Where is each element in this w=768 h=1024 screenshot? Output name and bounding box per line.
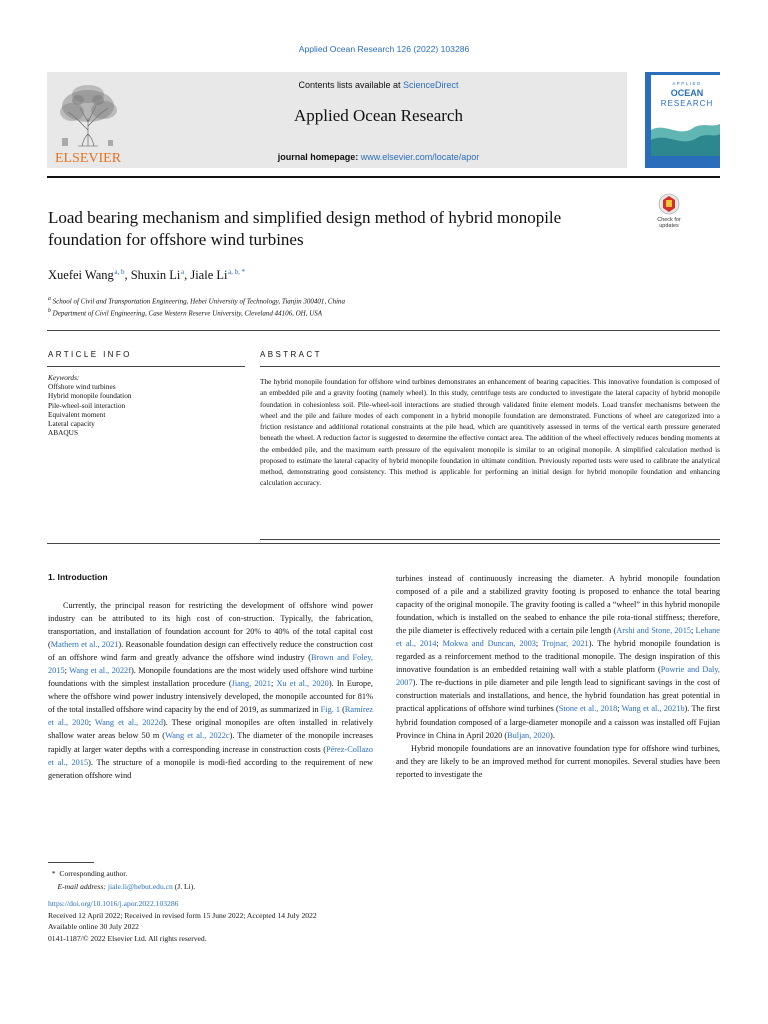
keywords-label: Keywords: xyxy=(48,373,80,382)
affiliation-mark: b xyxy=(48,308,51,314)
homepage-link[interactable]: www.elsevier.com/locate/apor xyxy=(360,152,480,162)
article-title: Load bearing mechanism and simplified design method of hybrid monopile foundation for offshore wind turbines xyxy=(48,208,562,249)
paragraph-text: ; xyxy=(436,639,443,649)
paragraph-text: turbines instead of continuously increasing the diameter. A hybrid monopile foundation composed of a pile and a stabilized gravity footing is proposed to enhance the total bearing capacity of the original monopile. The gravity footing is called a “wheel” in this hybrid monopile foundation, which is installed on the seabed to enhance the pile rota-tional stiffness; therefore, the pile diameter is effectively reduced with a certain pile length ( xyxy=(396,574,720,636)
author-name[interactable]: Jiale Li xyxy=(190,268,228,283)
keyword: Offshore wind turbines xyxy=(48,382,116,392)
paragraph-text: ). The re-ductions in pile diameter and pile length lead to significant savings in the cost of construction materials and installations, and hence, the hybrid foundation has great potential in practical applications of offshore wind turbines ( xyxy=(396,678,720,714)
author-affiliation-marks[interactable]: a xyxy=(180,268,185,276)
citation-link[interactable]: Arshi and Stone, 2015 xyxy=(616,626,691,636)
elsevier-wordmark: ELSEVIER xyxy=(54,151,122,164)
email-suffix: (J. Li). xyxy=(172,882,196,891)
received-dates: Received 12 April 2022; Received in revised form 15 June 2022; Accepted 14 July 2022 xyxy=(48,910,317,920)
body-column-left xyxy=(48,599,373,782)
journal-reference[interactable]: Applied Ocean Research 126 (2022) 103286 xyxy=(298,44,470,54)
cover-word-1: APPLIED xyxy=(672,81,702,86)
citation-link[interactable]: Wang et al., 2022d xyxy=(94,718,163,728)
paragraph-text: ). The diameter of the monopile increases rapidly at larger water depths with a corresponding increase in construction costs ( xyxy=(48,731,373,754)
header-rule xyxy=(47,176,720,178)
paragraph-text: ; xyxy=(535,639,542,649)
citation-link[interactable]: Pérez-Collazo et al., 2015 xyxy=(48,744,373,767)
contents-prefix: Contents lists available at xyxy=(298,80,404,90)
affiliation xyxy=(48,296,345,305)
keyword: Hybrid monopile foundation xyxy=(48,391,132,401)
body-column-right xyxy=(396,572,720,781)
cover-word-3: RESEARCH xyxy=(660,99,714,108)
citation-link[interactable]: Mathern et al., 2021 xyxy=(50,640,119,650)
citation-link[interactable]: Ramírez et al., 2020 xyxy=(48,705,373,728)
affiliation-text: School of Civil and Transportation Engineering, Hebei University of Technology, Tianjin 300401, China xyxy=(52,297,346,306)
check-for-updates-badge[interactable] xyxy=(650,192,688,232)
citation-link[interactable]: Stone et al., 2018 xyxy=(558,704,618,714)
divider xyxy=(47,366,245,367)
paragraph-text: ). These original monopiles are often installed in relatively shallow water areas below 50 m ( xyxy=(48,718,373,741)
author-affiliation-marks[interactable]: a, b xyxy=(114,268,125,276)
divider xyxy=(47,543,720,544)
paragraph-text: ). The first hybrid foundation composed of a large-diameter monopile and a caisson was installed off Fujian Province in China in April 2020 ( xyxy=(396,704,720,740)
paragraph-text: ; xyxy=(270,679,277,689)
cover-word-2: OCEAN xyxy=(670,88,704,98)
keyword: Pile-wheel-soil interaction xyxy=(48,400,126,410)
citation-link[interactable]: Mokwa and Duncan, 2003 xyxy=(442,639,536,649)
abstract-text: The hybrid monopile foundation for offshore wind turbines demonstrates an enhancement of bearing capacities. This innovative foundation is composed of an embedded pile and a gravity footing (namely wheel). In this study, centrifuge tests are conducted to investigate the lateral capacity of hybrid monopile foundation in cohesionless soil. Pile-wheel-soil interactions are studied through validated finite element models. Load transfer mechanisms between the wheel and the pile and failure modes of each component in a hybrid monopile foundation are demonstrated. Functions of wheel are categorized into a friction resistance and additional rotational constraints at the pile head, which are quantitively assessed in terms of the vertical earth pressure generated beneath the wheel. A reduction factor is suggested to determine the effective contact area. The addition of the wheel effectively reduces bending moments at the embedded pile, and the maximum earth pressure of the equivalent monopile is similar to an original monopile. A simplified calculation method is proposed to estimate the lateral capacity of hybrid monopile foundation in ultimate condition. Previously reported tests were used to calibrate the analytical method, demonstrating good consistency. This method is applicable for performing an initial design for hybrid monopile foundation and enhancing calculation accuracy. xyxy=(260,377,720,488)
citation-link[interactable]: Wang et al., 2022c xyxy=(165,731,230,741)
divider xyxy=(260,366,720,367)
citation-link[interactable]: Xu et al., 2020 xyxy=(276,679,329,689)
citation-link[interactable]: Trojnar, 2021 xyxy=(541,639,589,649)
footnote xyxy=(48,867,195,893)
author-list: Xuefei Wang $^{a, b}$, Shuxin Li $^a$, Jiale Li $^{a, b, *}$ xyxy=(48,268,246,283)
check-updates-line-2: updates xyxy=(659,223,679,229)
keyword: Equivalent moment xyxy=(48,409,106,419)
paragraph xyxy=(396,572,720,742)
paragraph xyxy=(48,599,373,782)
paragraph-text: ; xyxy=(88,718,95,728)
paragraph-text: ; xyxy=(691,626,696,636)
section-heading: 1. Introduction xyxy=(48,572,108,582)
affiliation-mark: a xyxy=(48,296,51,302)
paragraph-text: ). The structure of a monopile is modi-fied according to the requirement of new generation offshore wind xyxy=(48,757,373,780)
email-label: E-mail address: xyxy=(57,882,108,891)
divider xyxy=(260,539,720,540)
paragraph-text: ). In Europe, where the offshore wind power industry intensively developed, the monopile accounted for 81% of the total installed offshore wind capacity by the end of 2019, as summarized in xyxy=(48,679,373,715)
journal-title[interactable]: Applied Ocean Research xyxy=(294,106,463,125)
copyright: 0141-1187/© 2022 Elsevier Ltd. All rights reserved. xyxy=(48,933,207,943)
paragraph-text: ; xyxy=(617,704,622,714)
email-line xyxy=(48,880,195,893)
paragraph-text: ). Monopile foundations are the most widely used offshore wind turbine foundations with the simplest installation procedure ( xyxy=(48,666,373,689)
author-name[interactable]: Xuefei Wang xyxy=(48,268,114,283)
divider xyxy=(47,330,720,331)
paragraph-text: Hybrid monopile foundations are an innovative foundation type for offshore wind turbines, and they are likely to be an improved method for current monopiles. Several studies have been reported to investigate the xyxy=(396,743,720,779)
paragraph xyxy=(396,742,720,781)
citation-link[interactable]: Fig. 1 xyxy=(320,705,341,715)
publication-info xyxy=(48,898,317,944)
citation-link[interactable]: Buljan, 2020 xyxy=(507,730,550,740)
journal-homepage-line xyxy=(130,152,627,162)
keyword: ABAQUS xyxy=(48,428,79,438)
corresponding-author-text: Corresponding author. xyxy=(59,869,128,878)
corresponding-author-note: * Corresponding author. xyxy=(48,869,128,878)
paragraph-text: ). The hybrid monopile foundation is regarded as a reinforcement method to the traditional monopile. The design inspiration of this innovative foundation is an embedded retaining wall with a stable platform ( xyxy=(396,639,720,675)
paragraph-text: ). xyxy=(549,730,555,740)
affiliation-text: Department of Civil Engineering, Case Western Reserve University, Cleveland 44106, OH, USA xyxy=(52,309,323,318)
citation-link[interactable]: Lehane et al., 2014 xyxy=(396,626,720,649)
paragraph-text: ). Reasonable foundation design can effectively reduce the construction cost of an offshore wind farm and greatly advance the offshore wind industry ( xyxy=(48,640,373,663)
paragraph-text: Currently, the principal reason for restricting the development of offshore wind power industry can be attributed to its high cost of con-struction. Typically, the fabrication, transportation, and installation of foundation account for 20% to 40% of the total capital cost ( xyxy=(48,601,373,650)
contents-available-line xyxy=(130,80,627,90)
paragraph-text: ; xyxy=(64,666,70,676)
abstract-heading: ABSTRACT xyxy=(260,350,322,359)
author-affiliation-marks[interactable]: a, b, * xyxy=(228,268,246,276)
email-link[interactable]: jiale.li@hebut.edu.cn xyxy=(107,882,173,891)
doi-link[interactable]: https://doi.org/10.1016/j.apor.2022.103286 xyxy=(48,899,179,908)
citation-link[interactable]: Jiang, 2021 xyxy=(231,679,271,689)
affiliation xyxy=(48,308,322,317)
citation-link[interactable]: Powrie and Daly, 2007 xyxy=(396,665,721,688)
check-updates-line-1: Check for xyxy=(657,217,681,223)
article-info-heading: ARTICLE INFO xyxy=(48,350,132,359)
homepage-label: journal homepage: xyxy=(277,152,361,162)
citation-link[interactable]: Brown and Foley, 2015 xyxy=(48,653,373,676)
sciencedirect-link[interactable]: ScienceDirect xyxy=(403,80,459,90)
footnote-rule xyxy=(48,862,94,863)
citation-link[interactable]: Wang et al., 2021b xyxy=(621,704,685,714)
keyword: Lateral capacity xyxy=(48,419,95,429)
elsevier-logo[interactable] xyxy=(48,78,128,164)
keywords-block xyxy=(48,373,243,437)
available-online: Available online 30 July 2022 xyxy=(48,922,139,931)
author-name[interactable]: Shuxin Li xyxy=(130,268,181,283)
journal-cover-image[interactable] xyxy=(645,72,720,168)
paragraph-text: ( xyxy=(340,705,345,715)
citation-link[interactable]: Wang et al., 2022f xyxy=(69,666,131,676)
